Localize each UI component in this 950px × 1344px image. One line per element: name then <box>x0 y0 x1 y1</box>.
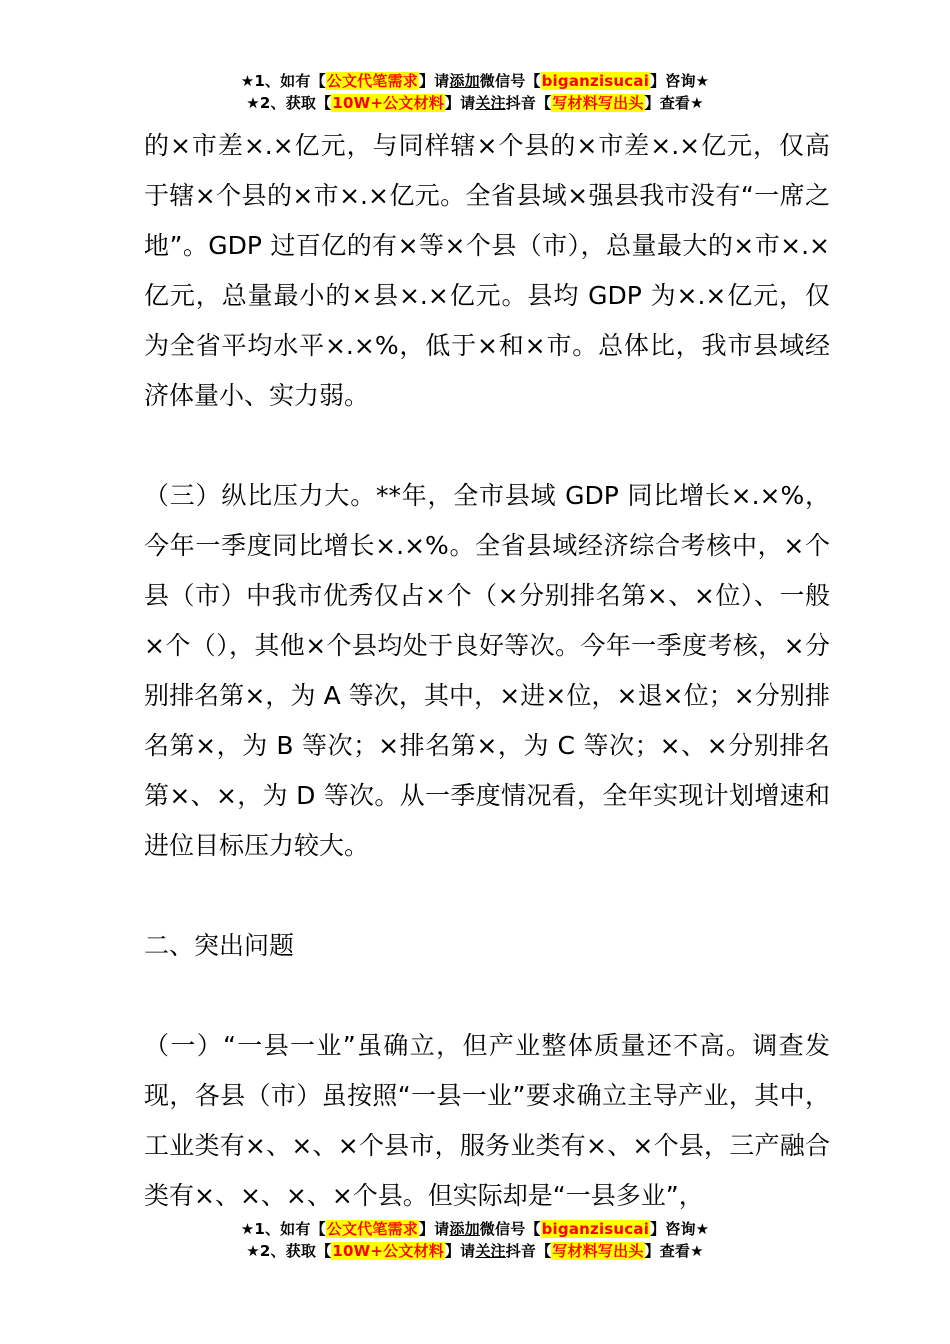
banner-text: 】请 <box>444 1242 476 1260</box>
banner-text: 抖音【 <box>505 1242 552 1260</box>
banner-text: 】请 <box>444 94 476 112</box>
banner-line-2 <box>0 1240 950 1262</box>
footer-banner <box>0 1218 950 1262</box>
banner-highlight: biganzisucai <box>541 1220 650 1238</box>
header-banner <box>0 70 950 114</box>
banner-text: 】咨询★ <box>650 72 710 90</box>
paragraph: （三）纵比压力大。**年，全市县域 GDP 同比增长×.×%，今年一季度同比增长×.×%。全省县域经济综合考核中，×个县（市）中我市优秀仅占×个（×分别排名第×、×位）、一般×个（），其他×个县均处于良好等次。今年一季度考核，×分别排名第×，为 A 等次，其中，×进×位，×退×位；×分别排名第×，为 B 等次；×排名第×，为 C 等次；×、×分别排名第×、×，为 D 等次。从一季度情况看，全年实现计划增速和进位目标压力较大。 <box>144 481 830 860</box>
banner-text: 抖音【 <box>505 94 552 112</box>
banner-text: ★2、获取【 <box>246 1242 332 1260</box>
banner-text: 微信号【 <box>479 1220 541 1238</box>
banner-highlight: 公文代笔需求 <box>326 72 418 90</box>
banner-highlight: 写材料写出头 <box>552 94 644 112</box>
section-heading: 二、突出问题 <box>144 931 295 960</box>
banner-text: ★2、获取【 <box>246 94 332 112</box>
banner-text: 】咨询★ <box>650 1220 710 1238</box>
banner-text: ★1、如有【 <box>240 72 326 90</box>
banner-line-2 <box>0 92 950 114</box>
banner-highlight: 写材料写出头 <box>552 1242 644 1260</box>
paragraph: 的×市差×.×亿元，与同样辖×个县的×市差×.×亿元，仅高于辖×个县的×市×.×亿元。全省县域×强县我市没有“一席之地”。GDP 过百亿的有×等×个县（市），总量最大的×市×.×亿元，总量最小的×县×.×亿元。县均 GDP 为×.×亿元，仅为全省平均水平×.×%，低于×和×市。总体比，我市县域经济体量小、实力弱。 <box>144 131 830 410</box>
banner-text: 】查看★ <box>644 94 704 112</box>
banner-underline: 添加 <box>449 72 480 90</box>
paragraph-gap <box>144 421 830 471</box>
banner-text: 】请 <box>418 1220 450 1238</box>
banner-text: 】请 <box>418 72 450 90</box>
banner-highlight: 10W+公文材料 <box>332 1242 444 1260</box>
banner-line-1 <box>0 70 950 92</box>
banner-underline: 关注 <box>475 94 506 112</box>
paragraph: （一）“一县一业”虽确立，但产业整体质量还不高。调查发现，各县（市）虽按照“一县一业”要求确立主导产业，其中，工业类有×、×、×个县市，服务业类有×、×个县，三产融合类有×、×、×、×个县。但实际却是“一县多业”， <box>144 1031 830 1210</box>
document-body <box>144 121 830 1221</box>
banner-highlight: 10W+公文材料 <box>332 94 444 112</box>
paragraph-gap <box>144 971 830 1021</box>
banner-text: ★1、如有【 <box>240 1220 326 1238</box>
banner-underline: 添加 <box>449 1220 480 1238</box>
banner-text: 微信号【 <box>479 72 541 90</box>
banner-underline: 关注 <box>475 1242 506 1260</box>
banner-line-1 <box>0 1218 950 1240</box>
paragraph-gap <box>144 871 830 921</box>
banner-highlight: biganzisucai <box>541 72 650 90</box>
banner-highlight: 公文代笔需求 <box>326 1220 418 1238</box>
banner-text: 】查看★ <box>644 1242 704 1260</box>
